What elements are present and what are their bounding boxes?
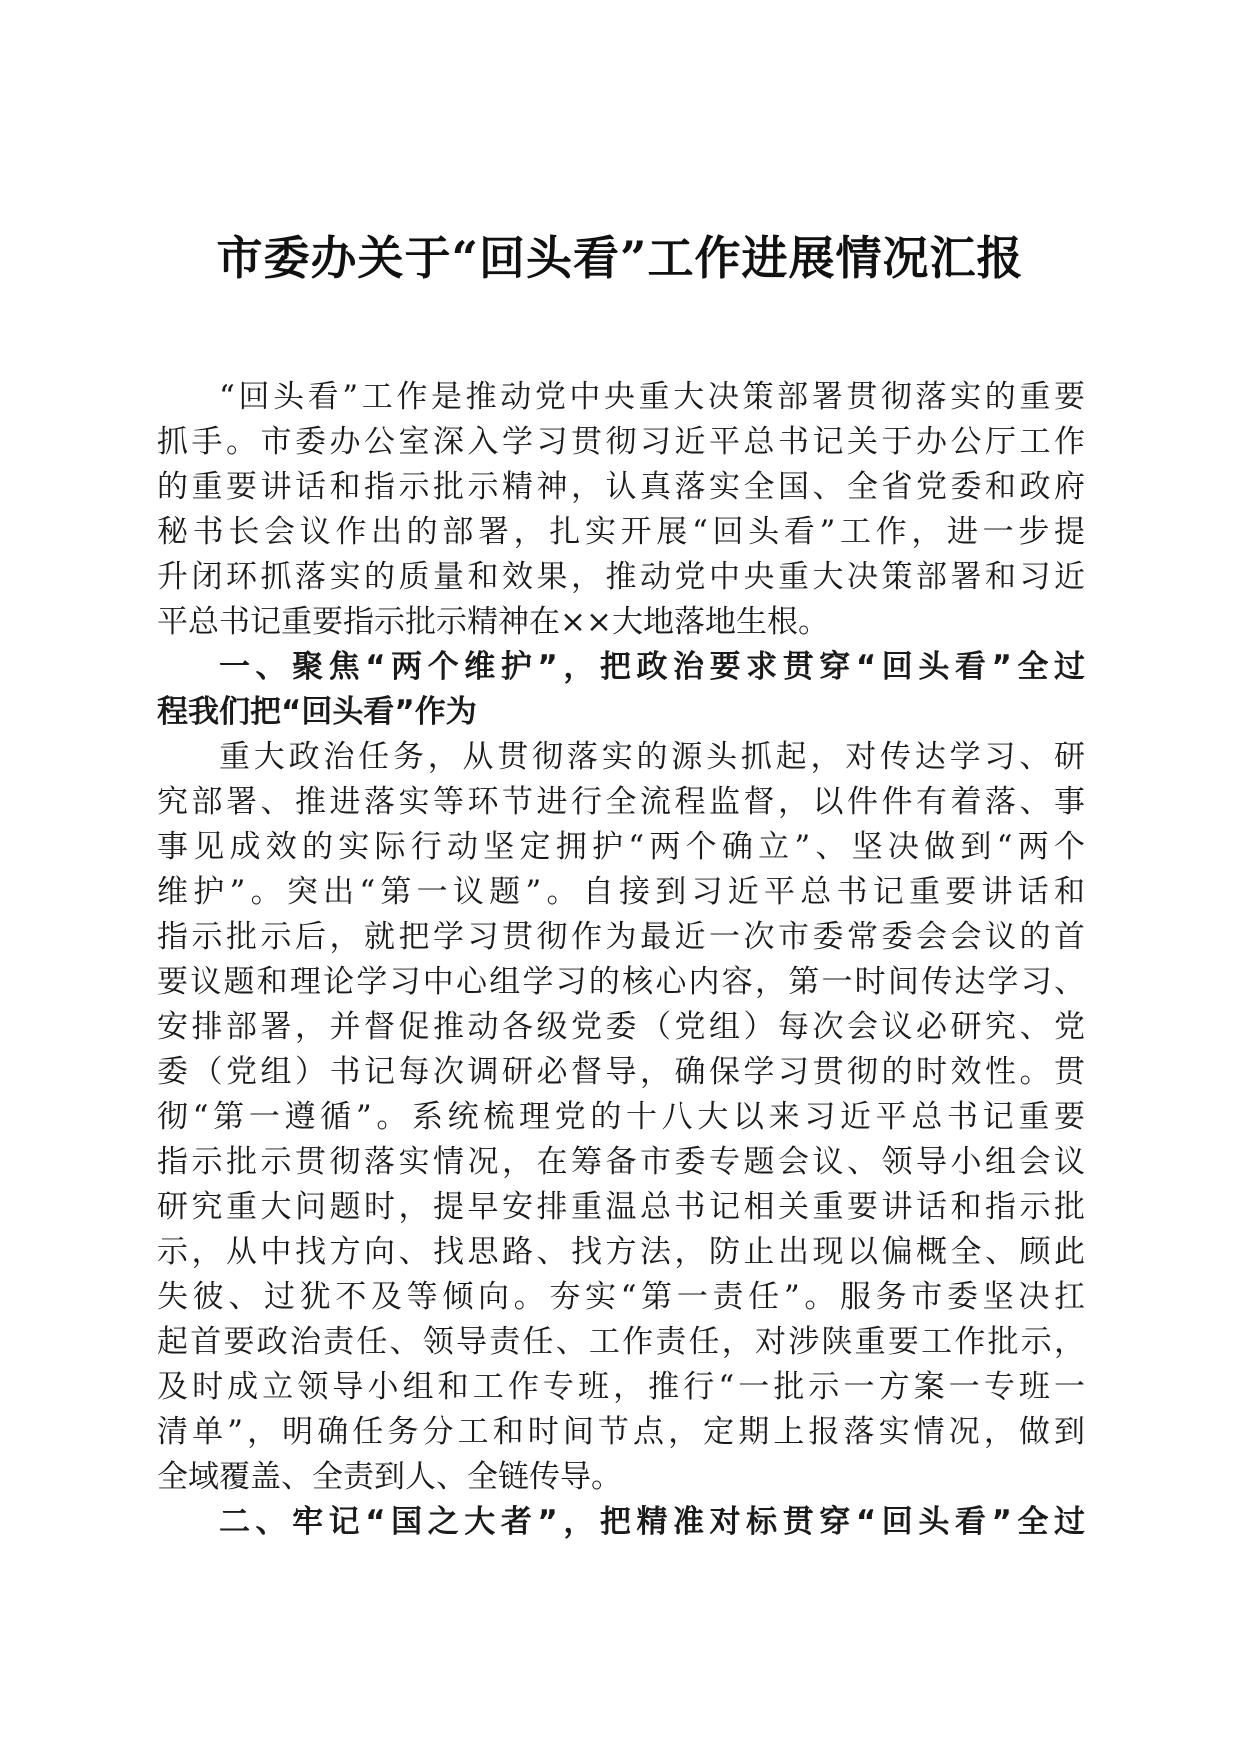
intro-line: 秘书长会议作出的部署，扎实开展“回头看”工作，进一步提 bbox=[157, 514, 1085, 550]
section1-body-line: 委（党组）书记每次调研必督导，确保学习贯彻的时效性。贯 bbox=[157, 1054, 1085, 1090]
intro-line: 升闭环抓落实的质量和效果，推动党中央重大决策部署和习近 bbox=[157, 559, 1085, 595]
section1-body-line: 及时成立领导小组和工作专班，推行“一批示一方案一专班一 bbox=[157, 1369, 1085, 1405]
section1-body-line: 全域覆盖、全责到人、全链传导。 bbox=[157, 1459, 622, 1495]
section1-body-line: 指示批示贯彻落实情况，在筹备市委专题会议、领导小组会议 bbox=[157, 1144, 1085, 1180]
intro-line: 的重要讲话和指示批示精神，认真落实全国、全省党委和政府 bbox=[157, 469, 1085, 505]
section1-body-line: 失彼、过犹不及等倾向。夯实“第一责任”。服务市委坚决扛 bbox=[157, 1279, 1085, 1315]
section1-heading-line: 一、聚焦“两个维护”，把政治要求贯穿“回头看”全过 bbox=[219, 649, 1085, 685]
intro-line: “回头看”工作是推动党中央重大决策部署贯彻落实的重要 bbox=[219, 379, 1085, 415]
section1-body-line: 要议题和理论学习中心组学习的核心内容，第一时间传达学习、 bbox=[157, 964, 1085, 1000]
section1-body-line: 彻“第一遵循”。系统梳理党的十八大以来习近平总书记重要 bbox=[157, 1099, 1085, 1135]
section1-body-line: 究部署、推进落实等环节进行全流程监督，以件件有着落、事 bbox=[157, 784, 1085, 820]
section1-body-line: 维护”。突出“第一议题”。自接到习近平总书记重要讲话和 bbox=[157, 874, 1085, 910]
section1-body-line: 重大政治任务，从贯彻落实的源头抓起，对传达学习、研 bbox=[219, 739, 1085, 775]
section1-heading-line: 程我们把“回头看”作为 bbox=[157, 694, 477, 730]
section1-body-line: 示，从中找方向、找思路、找方法，防止出现以偏概全、顾此 bbox=[157, 1234, 1085, 1270]
intro-line: 平总书记重要指示批示精神在××大地落地生根。 bbox=[157, 604, 829, 640]
intro-line: 抓手。市委办公室深入学习贯彻习近平总书记关于办公厅工作 bbox=[157, 424, 1085, 460]
section1-body-line: 指示批示后，就把学习贯彻作为最近一次市委常委会会议的首 bbox=[157, 919, 1085, 955]
section2-heading-line: 二、牢记“国之大者”，把精准对标贯穿“回头看”全过 bbox=[219, 1504, 1085, 1540]
document-body bbox=[157, 375, 1085, 1545]
section1-body-line: 安排部署，并督促推动各级党委（党组）每次会议必研究、党 bbox=[157, 1009, 1085, 1045]
section1-body-line: 事见成效的实际行动坚定拥护“两个确立”、坚决做到“两个 bbox=[157, 829, 1085, 865]
document-title: 市委办关于“回头看”工作进展情况汇报 bbox=[216, 231, 1024, 285]
section1-body-line: 起首要政治责任、领导责任、工作责任，对涉陕重要工作批示， bbox=[157, 1324, 1085, 1360]
section1-body-line: 研究重大问题时，提早安排重温总书记相关重要讲话和指示批 bbox=[157, 1189, 1085, 1225]
section1-body-line: 清单”，明确任务分工和时间节点，定期上报落实情况，做到 bbox=[157, 1414, 1085, 1450]
